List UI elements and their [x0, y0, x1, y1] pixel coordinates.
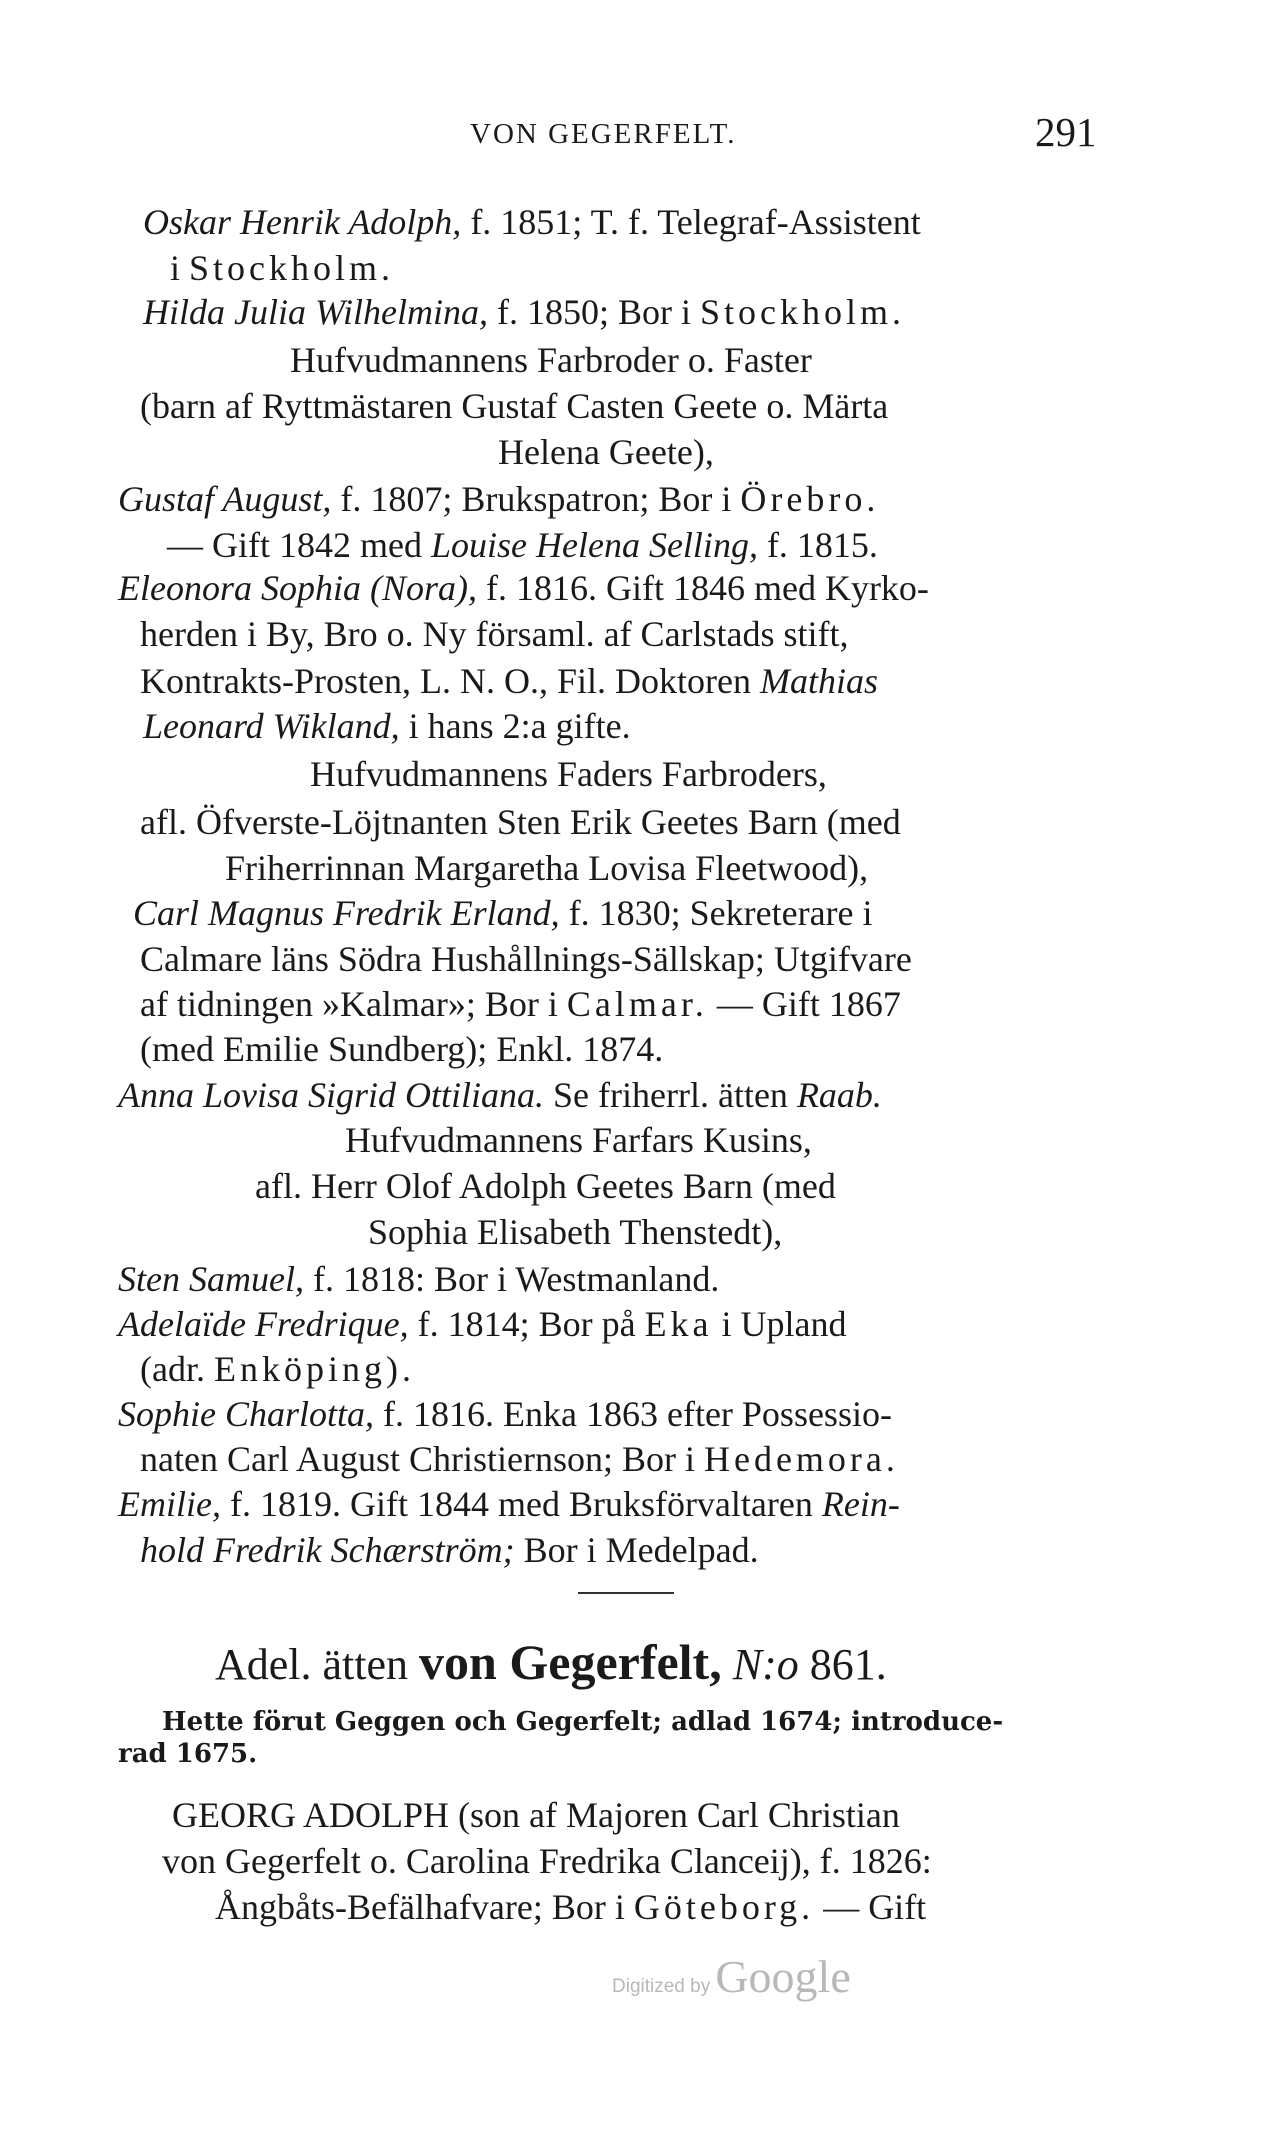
spaced-place-text: Göteborg.: [633, 1887, 815, 1927]
italic-name-text: Rein-: [821, 1484, 900, 1524]
line-text: f. 1814; Bor på: [408, 1304, 645, 1344]
entry-line: [118, 566, 929, 610]
section-family-name: von Gegerfelt,: [419, 1634, 722, 1690]
line-text: — Gift 1842 med: [167, 525, 431, 565]
spaced-place-text: Calmar.: [566, 984, 708, 1024]
entry-line: [143, 200, 921, 244]
line-text: (adr.: [140, 1349, 214, 1389]
line-text: Hufvudmannens Faders Farbroders,: [310, 754, 827, 794]
line-text: i Upland: [712, 1304, 847, 1344]
entry-line: [143, 704, 631, 748]
entry-line: [140, 937, 912, 981]
line-text: i hans 2:a gifte.: [399, 706, 631, 746]
entry-line: [140, 612, 849, 656]
line-text: GEORG ADOLPH (son af Majoren Carl Christian: [172, 1795, 900, 1835]
entry-line: [118, 1392, 892, 1436]
section-body-line: [215, 1885, 926, 1929]
line-text: — Gift: [814, 1887, 927, 1927]
line-text: naten Carl August Christiernson; Bor i: [140, 1439, 704, 1479]
italic-name-text: hold Fredrik Schærström;: [140, 1530, 515, 1570]
line-text: af tidningen »Kalmar»; Bor i: [140, 984, 567, 1024]
italic-name-text: Leonard Wikland,: [143, 706, 400, 746]
entry-line: [498, 430, 714, 474]
digitized-by-google-watermark: [612, 1950, 851, 2003]
line-text: Hufvudmannens Farfars Kusins,: [345, 1120, 812, 1160]
entry-line: [290, 338, 812, 382]
line-text: f. 1815.: [757, 525, 878, 565]
italic-name-text: Oskar Henrik Adolph,: [143, 202, 462, 242]
italic-name-text: Louise Helena Selling,: [430, 525, 758, 565]
entry-line: [225, 846, 868, 890]
line-text: f. 1851; T. f. Telegraf-Assistent: [461, 202, 921, 242]
entry-line: [140, 659, 878, 703]
page-number: 291: [1035, 109, 1097, 155]
entry-line: [170, 246, 394, 290]
line-text: Bor i Medelpad.: [514, 1530, 759, 1570]
section-body-line: [172, 1793, 900, 1837]
section-title: [215, 1633, 887, 1691]
italic-name-text: Sophie Charlotta,: [118, 1394, 375, 1434]
section-divider: [578, 1592, 674, 1594]
entry-line: [167, 523, 878, 567]
entry-line: [140, 1027, 663, 1071]
entry-line: [140, 1437, 899, 1481]
entry-line: [118, 1073, 882, 1117]
line-text: Kontrakts-Prosten, L. N. O., Fil. Doktoren: [140, 661, 760, 701]
entry-line: [118, 1482, 900, 1526]
running-header: VON GEGERFELT.: [470, 118, 737, 150]
spaced-place-text: Stockholm.: [189, 248, 395, 288]
entry-line: [140, 982, 901, 1026]
entry-line: [140, 1528, 759, 1572]
entry-line: [118, 1257, 719, 1301]
italic-name-text: Adelaïde Fredrique,: [118, 1304, 409, 1344]
watermark-prefix: Digitized by: [612, 1976, 711, 1997]
line-text: f. 1818: Bor i Westmanland.: [303, 1259, 720, 1299]
google-logo: Google: [715, 1951, 851, 2002]
line-text: afl. Öfverste-Löjtnanten Sten Erik Geetes Barn (med: [140, 802, 901, 842]
entry-line: [140, 384, 888, 428]
entry-line: [118, 477, 879, 521]
entry-line: [118, 1302, 847, 1346]
section-number-label: N:o: [721, 1640, 799, 1689]
italic-name-text: Hilda Julia Wilhelmina,: [143, 292, 488, 332]
entry-line: [345, 1118, 812, 1162]
entry-line: [310, 752, 827, 796]
italic-name-text: Sten Samuel,: [118, 1259, 304, 1299]
line-text: von Gegerfelt o. Carolina Fredrika Clanceij), f. 1826:: [162, 1841, 932, 1881]
entry-line: [143, 290, 905, 334]
entry-line: [255, 1164, 836, 1208]
line-text: — Gift 1867: [707, 984, 901, 1024]
section-note-line-1: Hette förut Geggen och Gegerfelt; adlad 1674; introduce-: [162, 1707, 1004, 1737]
line-text: f. 1807; Brukspatron; Bor i: [331, 479, 741, 519]
entry-line: [140, 1347, 415, 1391]
line-text: Hufvudmannens Farbroder o. Faster: [290, 340, 812, 380]
line-text: f. 1830; Sekreterare i: [559, 893, 873, 933]
italic-name-text: Carl Magnus Fredrik Erland,: [133, 893, 560, 933]
italic-name-text: Gustaf August,: [118, 479, 332, 519]
line-text: i: [170, 248, 190, 288]
line-text: Ångbåts-Befälhafvare; Bor i: [215, 1887, 634, 1927]
entry-line: [133, 891, 873, 935]
entry-line: [140, 800, 901, 844]
italic-name-text: Emilie,: [118, 1484, 221, 1524]
line-text: f. 1819. Gift 1844 med Bruksförvaltaren: [220, 1484, 822, 1524]
line-text: Helena Geete),: [498, 432, 714, 472]
line-text: f. 1850; Bor i: [487, 292, 700, 332]
italic-name-text: Eleonora Sophia (Nora),: [118, 568, 477, 608]
line-text: Se friherrl. ätten: [544, 1075, 797, 1115]
section-body-line: [162, 1839, 932, 1883]
spaced-place-text: Hedemora.: [703, 1439, 899, 1479]
line-text: Sophia Elisabeth Thenstedt),: [368, 1212, 783, 1252]
line-text: herden i By, Bro o. Ny församl. af Carlstads stift,: [140, 614, 849, 654]
line-text: Friherrinnan Margaretha Lovisa Fleetwood),: [225, 848, 869, 888]
line-text: f. 1816. Enka 1863 efter Possessio-: [374, 1394, 892, 1434]
spaced-place-text: Eka: [644, 1304, 713, 1344]
line-text: (barn af Ryttmästaren Gustaf Casten Geete o. Märta: [140, 386, 889, 426]
line-text: afl. Herr Olof Adolph Geetes Barn (med: [255, 1166, 836, 1206]
italic-name-text: Anna Lovisa Sigrid Ottiliana.: [118, 1075, 545, 1115]
spaced-place-text: Enköping).: [213, 1349, 415, 1389]
line-text: f. 1816. Gift 1846 med Kyrko-: [476, 568, 929, 608]
line-text: Calmare läns Södra Hushållnings-Sällskap; Utgifvare: [140, 939, 912, 979]
entry-line: [368, 1210, 782, 1254]
spaced-place-text: Örebro.: [740, 479, 880, 519]
line-text: (med Emilie Sundberg); Enkl. 1874.: [140, 1029, 664, 1069]
spaced-place-text: Stockholm.: [699, 292, 905, 332]
italic-name-text: Mathias: [759, 661, 878, 701]
italic-name-text: Raab.: [796, 1075, 882, 1115]
section-note-line-2: rad 1675.: [118, 1739, 258, 1769]
section-number: 861.: [798, 1640, 887, 1689]
section-title-prefix: Adel. ätten: [215, 1640, 420, 1689]
